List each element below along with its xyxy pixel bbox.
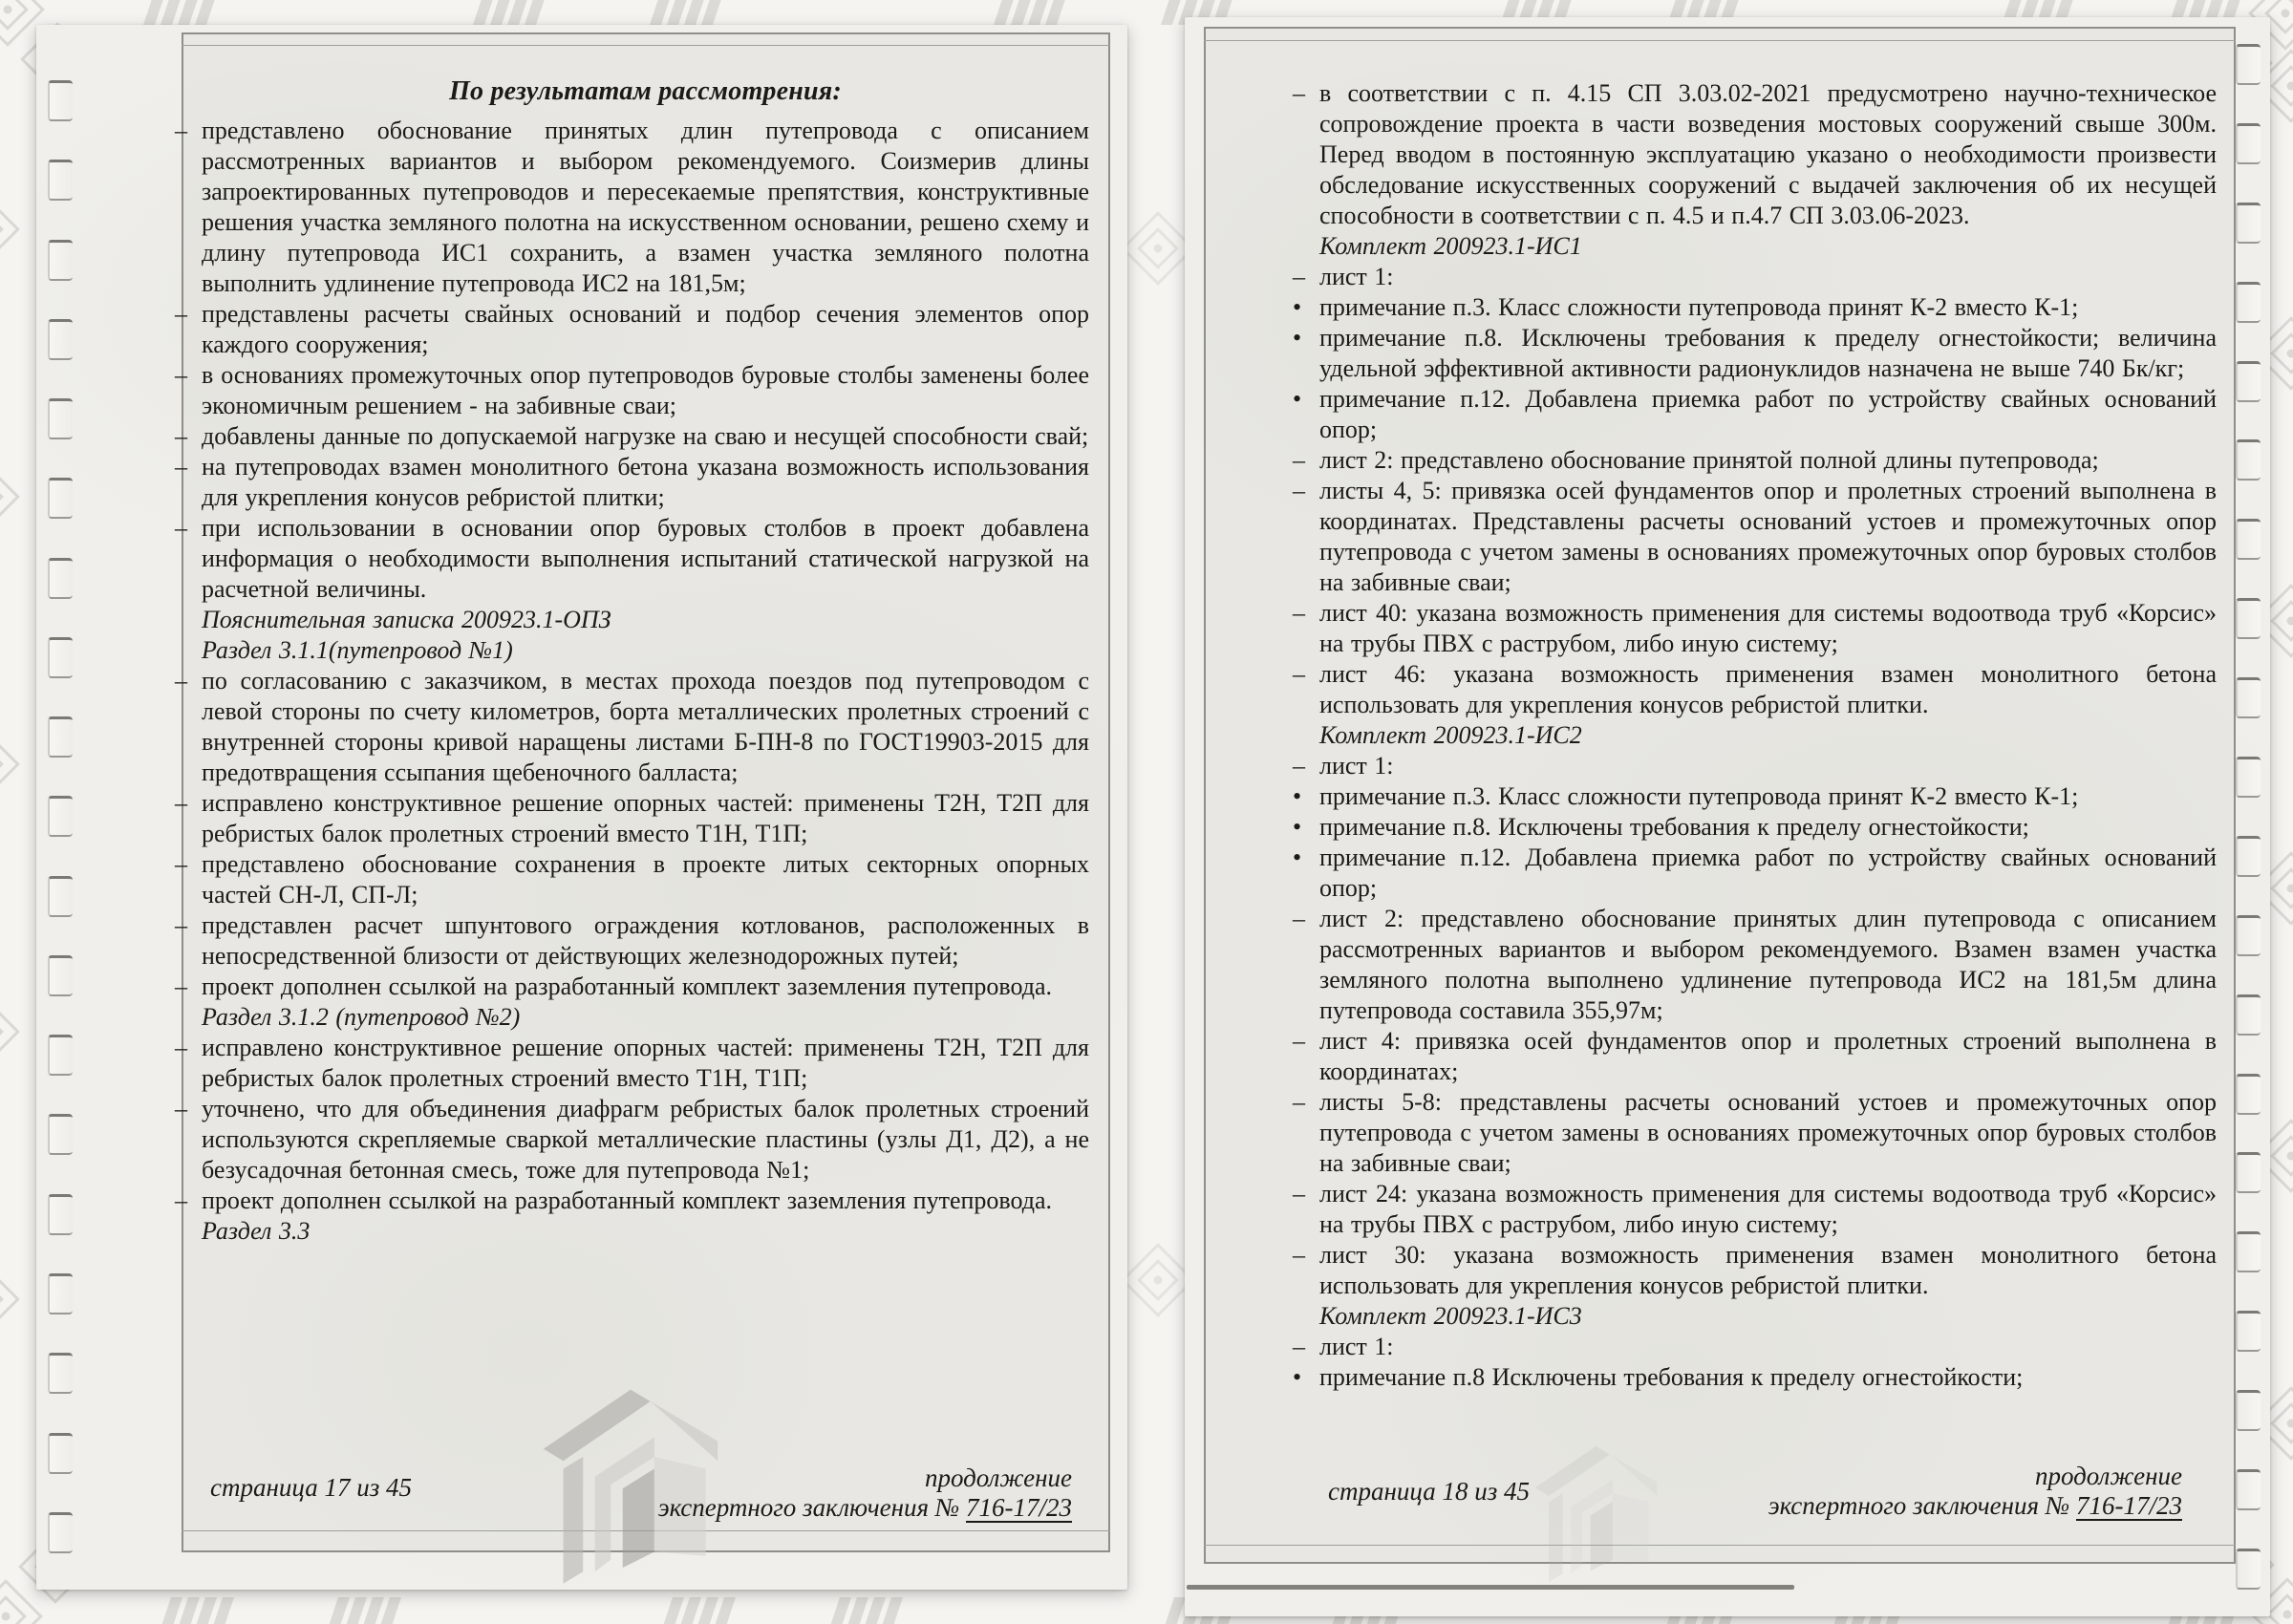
continuation-reference — [1768, 1491, 2182, 1521]
dash-marker: – — [1293, 1241, 1305, 1269]
list-item — [1293, 1362, 2217, 1393]
binding-hole — [2236, 1549, 2261, 1590]
item-text: Раздел 3.1.2 (путепровод №2) — [202, 1003, 521, 1031]
binding-hole — [2236, 282, 2261, 323]
item-text: Комплект 200923.1-ИС1 — [1319, 232, 1582, 260]
list-item — [175, 421, 1089, 452]
item-text: Раздел 3.3 — [202, 1217, 311, 1245]
item-text: проект дополнен ссылкой на разработанный комплект заземления путепровода. — [202, 1186, 1053, 1214]
item-text: представлены расчеты свайных оснований и подбор сечения элементов опор каждого сооружения; — [202, 300, 1097, 358]
list-item — [1293, 598, 2224, 659]
binding-holes — [48, 80, 76, 1553]
dash-marker: – — [175, 117, 187, 144]
list-item — [1293, 781, 2217, 812]
frame-inner-line-top — [1204, 40, 2236, 41]
list-item — [175, 666, 1097, 788]
list-item — [1293, 751, 2217, 781]
list-item — [175, 1033, 1097, 1094]
section-heading — [175, 635, 1089, 666]
section-heading — [1293, 1301, 2217, 1332]
binding-hole — [48, 240, 73, 281]
dash-marker: – — [175, 300, 187, 328]
dash-marker: – — [1293, 477, 1305, 504]
dash-marker: – — [175, 422, 187, 450]
binding-hole — [2236, 598, 2261, 639]
bullet-marker: • — [1293, 293, 1302, 321]
binding-hole — [48, 398, 73, 439]
binding-hole — [2236, 519, 2261, 560]
item-text: листы 4, 5: привязка осей фундаментов опор и пролетных строений выполнена в координатах. Представлены расчеты оснований устоев и промежуточных опор путепровода с учетом замены в основаниях промежуточных опор буровых столбов на забивные сваи; — [1319, 477, 2224, 596]
binding-hole — [48, 1273, 73, 1314]
dash-marker: – — [1293, 263, 1305, 290]
binding-hole — [48, 558, 73, 599]
item-text: представлено обоснование принятых длин путепровода с описанием рассмотренных вариантов и выбором рекомендуемого. Соизмерив длины запроектированных путепроводов и пересекаемые препятствия, конструктивные решения участка земляного полотна на искусственном основании, решено схему и длину путепровода ИС1 сохранить, а взамен участка земляного полотна выполнить удлинение путепровода ИС2 на 181,5м; — [202, 117, 1097, 297]
item-text: примечание п.3. Класс сложности путепровода принят К-2 вместо К-1; — [1319, 293, 2079, 321]
item-text: исправлено конструктивное решение опорных частей: применены Т2Н, Т2П для ребристых балок пролетных строений вместо Т1Н, Т1П; — [202, 789, 1097, 847]
item-text: примечание п.8. Исключены требования к пределу огнестойкости; величина удельной эффективной активности радионуклидов назначена не выше 740 Бк/кг; — [1319, 324, 2224, 382]
binding-hole — [2236, 123, 2261, 164]
item-text: лист 30: указана возможность применения взамен монолитного бетона использовать для укрепления конусов ребристой плитки. — [1319, 1241, 2224, 1299]
continuation-note — [1768, 1462, 2182, 1521]
binding-hole — [48, 955, 73, 996]
bullet-marker: • — [1293, 813, 1302, 841]
bullet-marker: • — [1293, 1363, 1302, 1391]
binding-hole — [48, 637, 73, 678]
binding-hole — [48, 716, 73, 758]
item-text: Комплект 200923.1-ИС2 — [1319, 721, 1582, 749]
continuation-note — [658, 1464, 1072, 1523]
item-text: на путепроводах взамен монолитного бетона указана возможность использования для укрепления конусов ребристой плитки; — [202, 453, 1097, 511]
document-page-18 — [1185, 17, 2270, 1616]
list-item — [1293, 1179, 2224, 1240]
item-text: представлен расчет шпунтового ограждения котлованов, расположенных в непосредственной близости от действующих железнодорожных путей; — [202, 911, 1097, 970]
list-item — [1293, 1087, 2224, 1179]
dash-marker: – — [175, 514, 187, 542]
item-text: примечание п.8. Исключены требования к пределу огнестойкости; — [1319, 813, 2029, 841]
list-item — [1293, 384, 2224, 445]
frame-inner-line-top — [182, 45, 1110, 46]
dash-marker: – — [1293, 79, 1305, 107]
bullet-marker: • — [1293, 782, 1302, 810]
list-item — [1293, 1240, 2224, 1301]
item-text: лист 1: — [1319, 1333, 1394, 1360]
list-item — [1293, 476, 2224, 598]
dash-marker: – — [1293, 905, 1305, 932]
item-text: лист 1: — [1319, 263, 1394, 290]
binding-hole — [48, 1512, 73, 1553]
binding-hole — [48, 319, 73, 360]
binding-hole — [2236, 757, 2261, 798]
binding-hole — [48, 1194, 73, 1235]
item-text: примечание п.12. Добавлена приемка работ по устройству свайных оснований опор; — [1319, 385, 2224, 443]
page-number-label: страница 18 из 45 — [1328, 1477, 1530, 1506]
conclusion-number: 716-17/23 — [2076, 1491, 2182, 1520]
list-item — [175, 788, 1097, 849]
dash-marker: – — [1293, 1333, 1305, 1360]
item-text: лист 1: — [1319, 752, 1394, 780]
bullet-marker: • — [1293, 844, 1302, 871]
binding-hole — [48, 1114, 73, 1155]
list-item — [1293, 1332, 2217, 1362]
list-item — [1293, 292, 2217, 323]
item-text: добавлены данные по допускаемой нагрузке на сваю и несущей способности свай; — [202, 422, 1089, 450]
binding-hole — [2236, 1311, 2261, 1352]
list-item — [175, 1186, 1089, 1216]
item-text: лист 2: представлено обоснование принятых длин путепровода с описанием рассмотренных вариантов и выбором рекомендуемого. Взамен взамен участка земляного полотна выполнено удлинение путепровода ИС2 на 181,5м длина путепровода составила 355,97м; — [1319, 905, 2224, 1024]
list-item — [175, 513, 1097, 605]
list-item — [175, 299, 1097, 360]
list-item — [1293, 262, 2217, 292]
review-results-list — [1293, 78, 2224, 1393]
frame-inner-line-bottom — [1204, 1545, 2236, 1546]
list-item — [1293, 1026, 2224, 1087]
dash-marker: – — [1293, 1088, 1305, 1116]
continuation-reference-text: экспертного заключения № — [1768, 1491, 2076, 1520]
list-item — [175, 360, 1097, 421]
dash-marker: – — [175, 789, 187, 817]
dash-marker: – — [175, 361, 187, 389]
item-text: Пояснительная записка 200923.1-ОПЗ — [202, 606, 611, 633]
dash-marker: – — [1293, 660, 1305, 688]
binding-hole — [2236, 439, 2261, 481]
item-text: примечание п.12. Добавлена приемка работ по устройству свайных оснований опор; — [1319, 844, 2224, 902]
list-item — [1293, 812, 2217, 843]
review-results-list — [175, 116, 1097, 1247]
dash-marker: – — [175, 667, 187, 694]
binding-hole — [2236, 361, 2261, 402]
binding-hole — [48, 160, 73, 201]
binding-hole — [2236, 994, 2261, 1036]
page-17-text-column — [175, 76, 1097, 1247]
expert-organization-logo-watermark — [1527, 1431, 1665, 1592]
dash-marker: – — [1293, 446, 1305, 474]
item-text: Комплект 200923.1-ИС3 — [1319, 1302, 1582, 1330]
dash-marker: – — [175, 850, 187, 878]
binding-hole — [2236, 1152, 2261, 1193]
bullet-marker: • — [1293, 324, 1302, 352]
list-item — [1293, 659, 2224, 720]
item-text: лист 4: привязка осей фундаментов опор и пролетных строений выполнена в координатах; — [1319, 1027, 2224, 1085]
item-text: представлено обоснование сохранения в проекте литых секторных опорных частей СН-Л, СП-Л; — [202, 850, 1097, 908]
binding-holes — [2236, 44, 2264, 1590]
item-text: примечание п.3. Класс сложности путепровода принят К-2 вместо К-1; — [1319, 782, 2079, 810]
conclusion-number: 716-17/23 — [966, 1493, 1072, 1522]
page-title: По результатам рассмотрения: — [449, 76, 842, 106]
binding-hole — [2236, 1390, 2261, 1431]
binding-hole — [2236, 915, 2261, 956]
item-text: Раздел 3.1.1(путепровод №1) — [202, 636, 513, 664]
page-bottom-crease — [1187, 1585, 1794, 1590]
list-item — [175, 849, 1097, 910]
dash-marker: – — [175, 972, 187, 1000]
section-heading — [175, 1002, 1089, 1033]
item-text: по согласованию с заказчиком, в местах прохода поездов под путепроводом с левой стороны по счету километров, борта металлических пролетных строений с внутренней стороны кривой наращены листами Б-ПН-8 по ГОСТ19903-2015 для предотвращения ссыпания щебеночного балласта; — [202, 667, 1097, 786]
binding-hole — [48, 796, 73, 837]
list-item — [175, 972, 1089, 1002]
continuation-reference-text: экспертного заключения № — [657, 1493, 966, 1522]
bullet-marker: • — [1293, 385, 1302, 413]
dash-marker: – — [1293, 599, 1305, 627]
item-text: листы 5-8: представлены расчеты оснований устоев и промежуточных опор путепровода с учетом замены в основаниях промежуточных опор буровых столбов на забивные сваи; — [1319, 1088, 2224, 1177]
page-number-label: страница 17 из 45 — [210, 1473, 412, 1502]
binding-hole — [48, 1353, 73, 1394]
dash-marker: – — [175, 453, 187, 481]
section-heading — [1293, 720, 2217, 751]
section-heading — [175, 1216, 1089, 1247]
binding-hole — [48, 1433, 73, 1474]
item-text: лист 24: указана возможность применения для системы водоотвода труб «Корсис» на трубы ПВХ с раструбом, либо иную систему; — [1319, 1180, 2224, 1238]
list-item — [175, 910, 1097, 972]
document-page-17 — [36, 25, 1127, 1590]
item-text: лист 40: указана возможность применения для системы водоотвода труб «Корсис» на трубы ПВХ с раструбом, либо иную систему; — [1319, 599, 2224, 657]
page-18-text-column — [1293, 78, 2224, 1393]
dash-marker: – — [1293, 752, 1305, 780]
section-heading — [1293, 231, 2217, 262]
item-text: уточнено, что для объединения диафрагм ребристых балок пролетных строений используются скрепляемые сваркой металлические пластины (узлы Д1, Д2), а не безусадочная бетонная смесь, тоже для путепровода №1; — [202, 1095, 1097, 1184]
dash-marker: – — [175, 1095, 187, 1122]
binding-hole — [2236, 1074, 2261, 1115]
item-text: в основаниях промежуточных опор путепроводов буровые столбы заменены более экономичным решением - на забивные сваи; — [202, 361, 1097, 419]
list-item — [1293, 445, 2217, 476]
list-item — [175, 452, 1097, 513]
binding-hole — [48, 80, 73, 121]
item-text: в соответствии с п. 4.15 СП 3.03.02-2021 предусмотрено научно-техническое сопровождение проекта в части возведения мостовых сооружений свыше 300м. Перед вводом в постоянную эксплуатацию указано о необходимости произвести обследование искусственных сооружений с выдачей заключения об их несущей способности в соответствии с п. 4.5 и п.4.7 СП 3.03.06-2023. — [1319, 79, 2224, 229]
binding-hole — [48, 1035, 73, 1076]
binding-hole — [2236, 677, 2261, 718]
item-text: исправлено конструктивное решение опорных частей: применены Т2Н, Т2П для ребристых балок пролетных строений вместо Т1Н, Т1П; — [202, 1034, 1097, 1092]
binding-hole — [48, 478, 73, 519]
item-text: при использовании в основании опор буровых столбов в проект добавлена информация о необходимости выполнения испытаний статической нагрузкой на расчетной величины. — [202, 514, 1097, 603]
list-item — [1293, 323, 2224, 384]
binding-hole — [2236, 1231, 2261, 1272]
item-text: примечание п.8 Исключены требования к пределу огнестойкости; — [1319, 1363, 2024, 1391]
dash-marker: – — [1293, 1180, 1305, 1207]
dash-marker: – — [175, 911, 187, 939]
continuation-word: продолжение — [924, 1464, 1072, 1492]
dash-marker: – — [175, 1186, 187, 1214]
list-item — [175, 116, 1097, 299]
list-item — [1293, 904, 2224, 1026]
section-heading — [175, 605, 1089, 635]
continuation-word: продолжение — [2034, 1462, 2182, 1490]
binding-hole — [2236, 1469, 2261, 1510]
binding-hole — [48, 876, 73, 917]
binding-hole — [2236, 203, 2261, 244]
list-item — [1293, 78, 2224, 231]
binding-hole — [2236, 44, 2261, 85]
dash-marker: – — [175, 1034, 187, 1061]
list-item — [1293, 843, 2224, 904]
item-text: лист 46: указана возможность применения взамен монолитного бетона использовать для укрепления конусов ребристой плитки. — [1319, 660, 2224, 718]
list-item — [175, 1094, 1097, 1186]
item-text: лист 2: представлено обоснование принятой полной длины путепровода; — [1319, 446, 2099, 474]
item-text: проект дополнен ссылкой на разработанный комплект заземления путепровода. — [202, 972, 1053, 1000]
dash-marker: – — [1293, 1027, 1305, 1055]
binding-hole — [2236, 836, 2261, 877]
continuation-reference — [658, 1493, 1072, 1523]
